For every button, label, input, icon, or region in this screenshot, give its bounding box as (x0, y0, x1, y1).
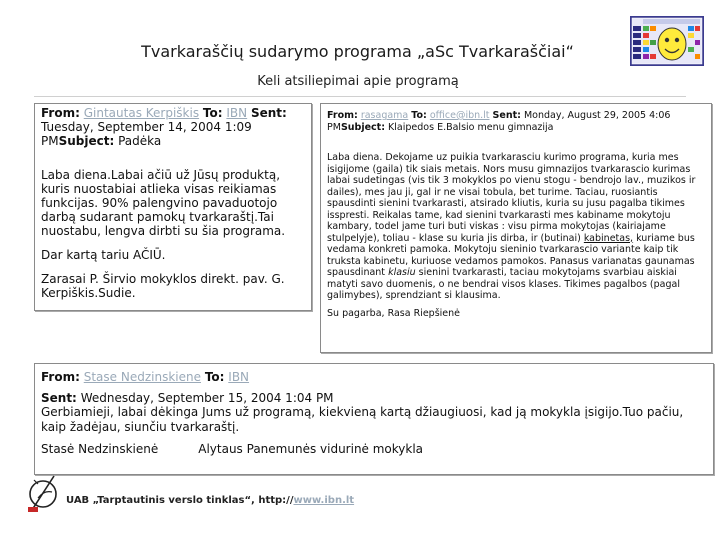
footer: UAB „Tarptautinis verslo tinklas“, http://www.ibn.lt (66, 495, 355, 506)
review-1-recipient-link[interactable]: IBN (226, 106, 248, 120)
review-2-sender-link[interactable]: rasagama (360, 110, 409, 121)
review-2-closing: Su pagarba, Rasa Riepšienė (327, 307, 460, 319)
ibn-logo-icon (26, 470, 60, 516)
review-card-1 (34, 103, 312, 311)
review-1-sender-link[interactable]: Gintautas Kerpiškis (83, 106, 200, 120)
page-title: Tvarkaraščių sudarymo programa „aSc Tvarkaraščiai“ (141, 42, 574, 61)
review-1-thanks: Dar kartą tariu AČIŪ. (41, 248, 166, 262)
review-3-sent: Sent: Wednesday, September 15, 2004 1:04 PM (41, 390, 334, 405)
footer-url-link[interactable]: www.ibn.lt (293, 495, 355, 506)
review-3-signer: Stasė Nedzinskienė (41, 442, 159, 456)
divider (34, 96, 686, 97)
review-2-recipient-link[interactable]: office@ibn.lt (429, 110, 490, 121)
review-3-recipient-link[interactable]: IBN (228, 370, 250, 384)
asc-logo-icon (630, 16, 704, 66)
review-3-body: Gerbiamieji, labai dėkinga Jums už programą, kiekvieną kartą džiaugiuosi, kad ją mokykla įsigijo.Tuo pačiu, kaip žadėjau, siunčiu tvarkaraštį. (41, 405, 684, 434)
review-3-sender-link[interactable]: Stase Nedzinskiene (83, 370, 201, 384)
review-2-body: Laba diena. Dekojame uz puikia tvarkarasciu kurimo programa, kuria mes isigijome (gaila) tik siais metais. Nors musu gimnazijos tvarkarascio kurimas labai sudetingas (vis tik 3 mokyklos po vienu stogu - bendrojo lav., muzikos ir dailes), mes jau ji, gal ir ne visai tobula, bet turime. Taciau, ruosiantis spausdinti sienini tvarkarasti, atsirado kliutis, kuria su jusu pagalba tikimes isspresti. Reikalas tame, kad sienini tvarkarasti mes kabiname mokytoju kambary, todel jame turi buti viskas : visu pirma mokytojas (kairiajame stulpelyje), toliau - klase su kuria jis dirba, ir (butinai) kabinetas, kuriame bus vedama konkreti pamoka. Mokytoju sieninio tvarkarascio variante kaip tik truksta kabinetu, kuriuose vedamos pamokos. Panasus varianatas gaunamas spausdinant klasiu sienini tvarkarasti, taciau mokytojams svarbiau aiskiai matyti savo duomenis, o ne bendrai visos klases. Tikimes pagalbos (pagal galimybes), sprendziant si klausima. (327, 152, 696, 301)
review-card-2 (320, 103, 712, 353)
review-1-signature: Zarasai P. Širvio mokyklos direkt. pav. G. Kerpiškis.Sudie. (41, 272, 285, 300)
review-3-school: Alytaus Panemunės vidurinė mokykla (198, 442, 424, 456)
review-card-3 (34, 363, 714, 475)
page-subtitle: Keli atsiliepimai apie programą (257, 74, 459, 89)
review-3-header: From: Stase Nedzinskiene To: IBN (41, 370, 250, 384)
review-2-header: From: rasagama To: office@ibn.lt Sent: Monday, August 29, 2005 4:06 PMSubject: Klaipedos E.Balsio menu gimnazija (327, 110, 671, 133)
review-1-header: From: Gintautas Kerpiškis To: IBN Sent: Tuesday, September 14, 2004 1:09 PMSubject: Padėka (41, 106, 287, 148)
review-1-body: Laba diena.Labai ačiū už Jūsų produktą, kuris nuostabiai atlieka visas reikiamas funkcijas. 90% palengvino pavaduotojo darbą sudarant pamokų tvarkaraštį.Tai nuostabu, lengva dirbti su šia programa. (41, 168, 286, 238)
review-3-signature (41, 442, 707, 457)
